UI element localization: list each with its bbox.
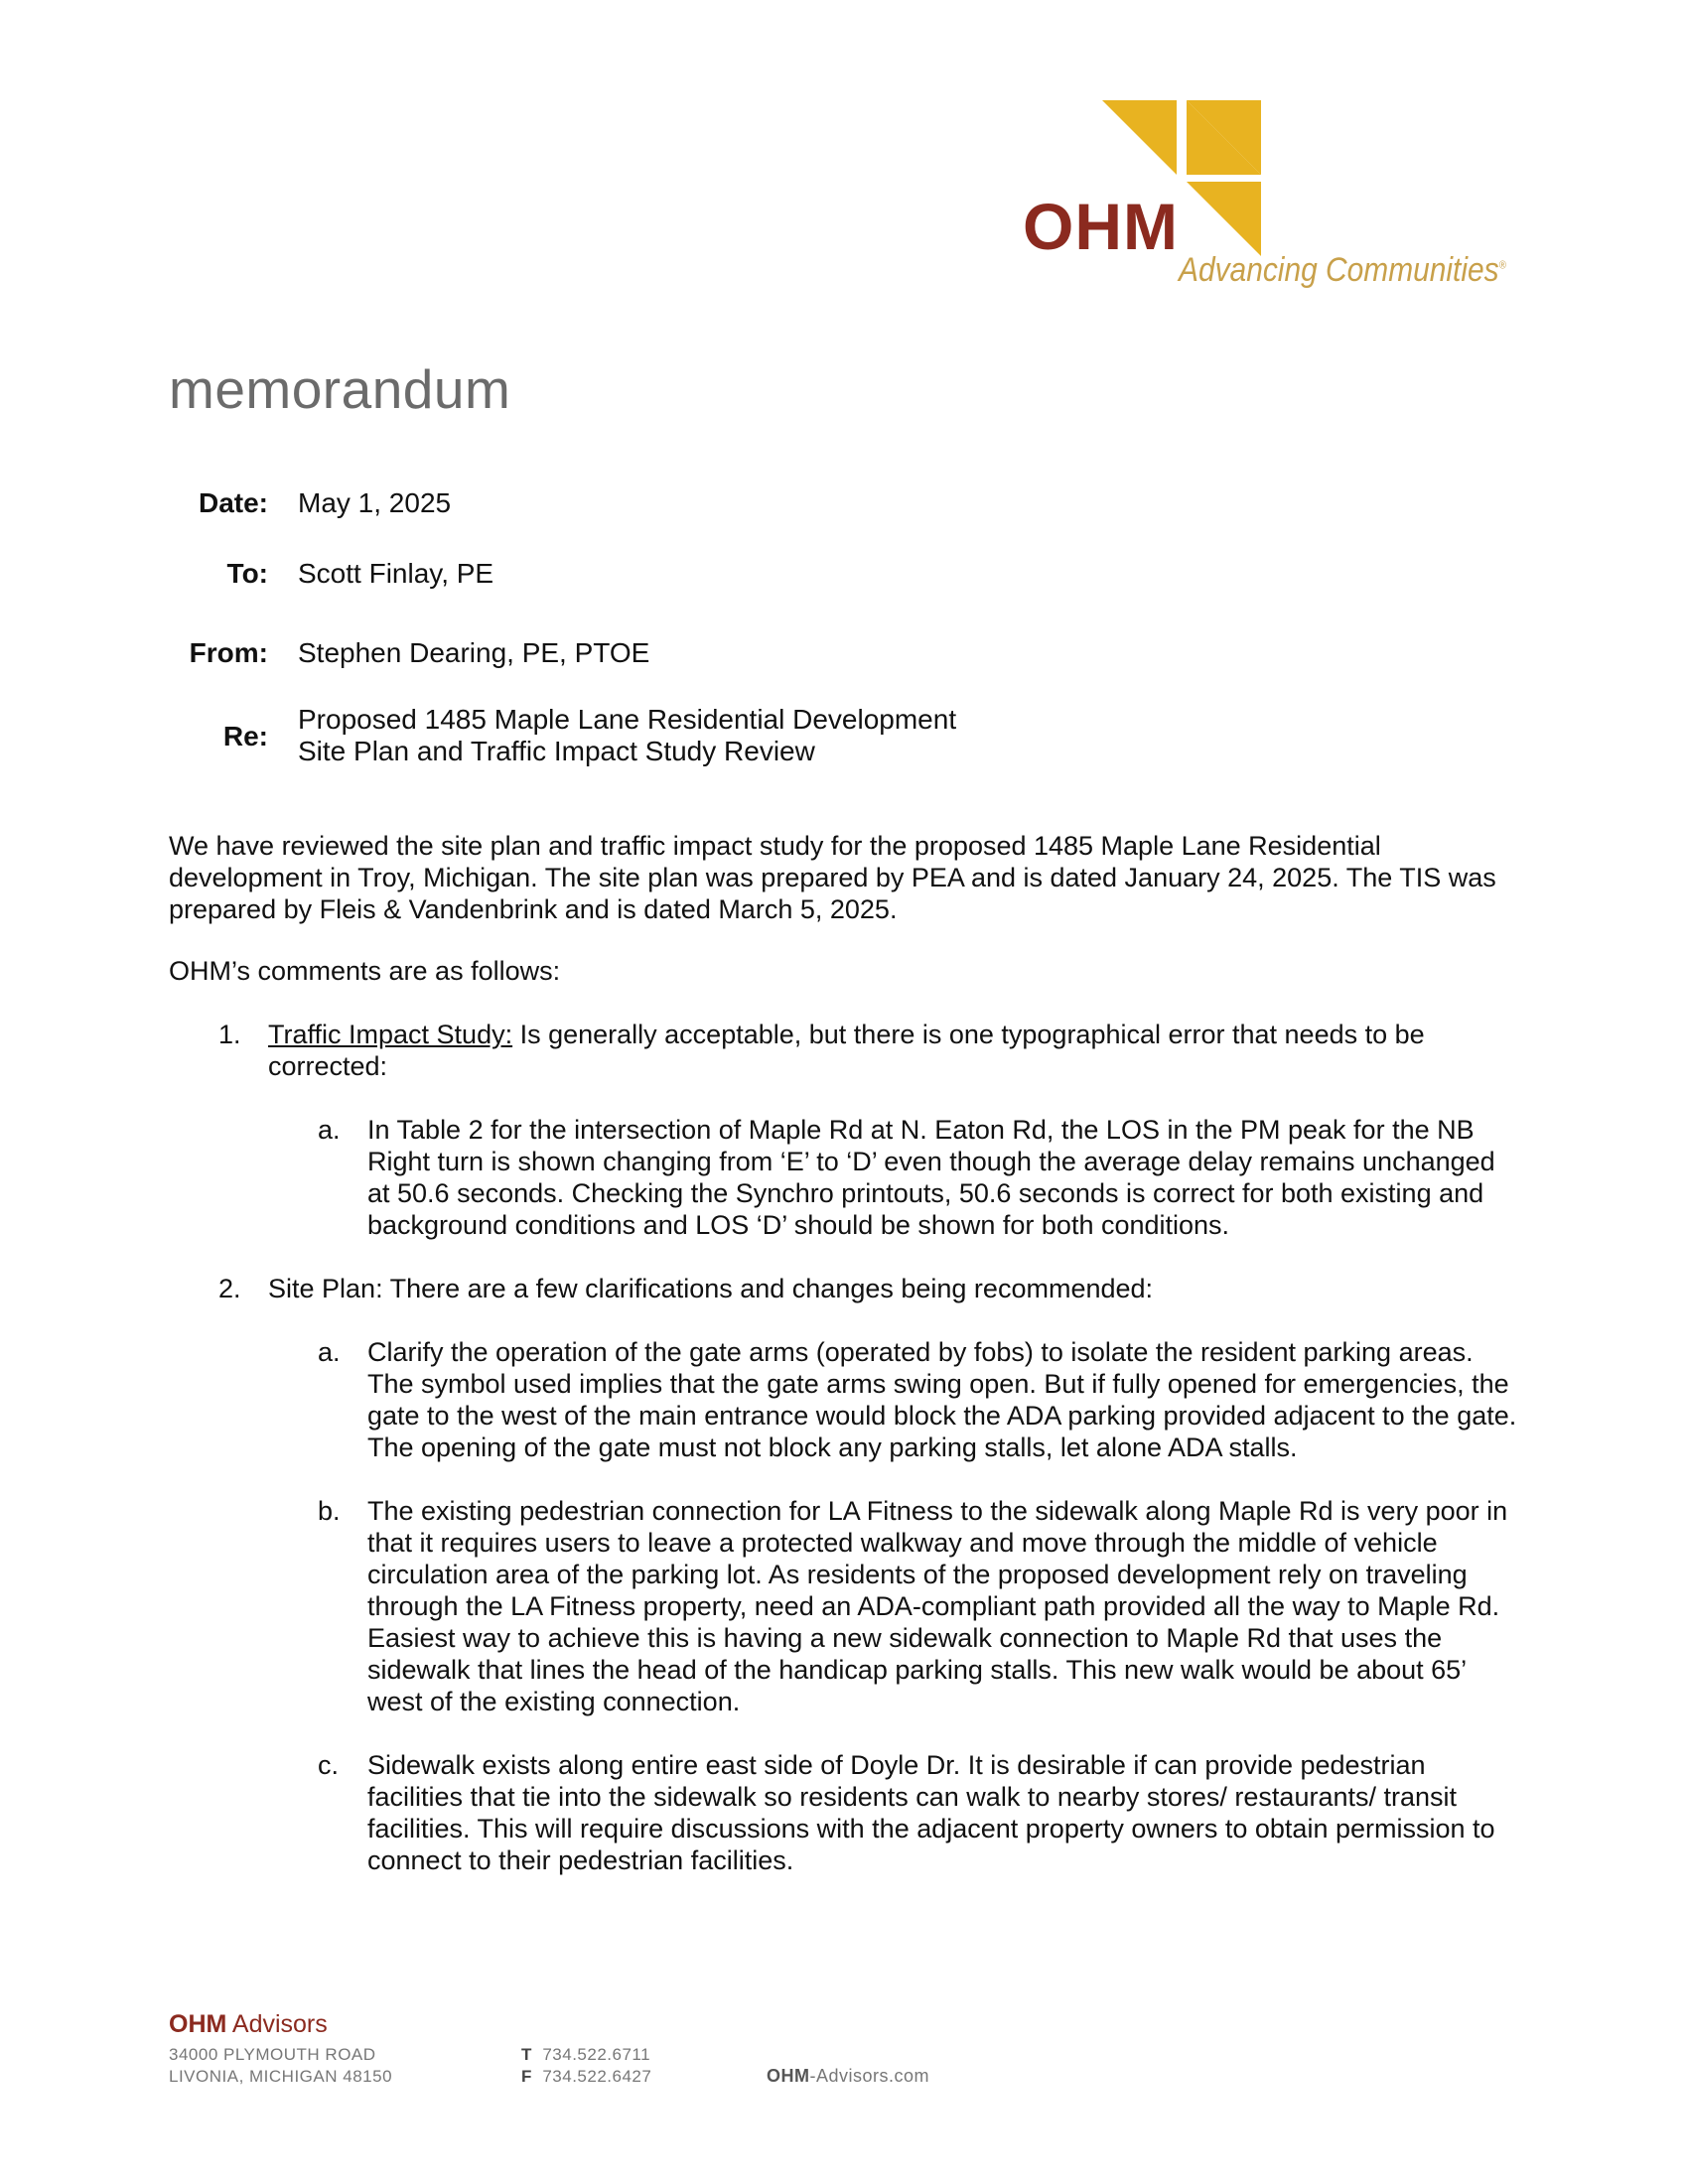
comments-intro: OHM’s comments are as follows: (169, 956, 561, 986)
footer-contact (521, 2044, 651, 2088)
from-value: Stephen Dearing, PE, PTOE (298, 637, 650, 668)
date-value: May 1, 2025 (298, 487, 452, 518)
from-label: From: (189, 637, 268, 668)
to-label-wrap (169, 557, 268, 590)
footer-address (169, 2044, 392, 2088)
footer-address-line-1: 34000 PLYMOUTH ROAD (169, 2045, 376, 2064)
date-label: Date: (198, 487, 268, 518)
sub-item-letter: c. (318, 1750, 340, 1780)
sub-item-letter: a. (318, 1115, 341, 1145)
from-label-wrap (169, 636, 268, 669)
logo-triangle-1 (1102, 100, 1177, 175)
registered-mark: ® (1498, 259, 1506, 272)
page-title: memorandum (169, 358, 511, 420)
sub-item-letter: a. (318, 1337, 341, 1367)
item-traffic-impact-study (268, 1019, 1519, 1082)
sub-item-text: The existing pedestrian connection for LA Fitness to the sidewalk along Maple Rd is very poor in that it requires users to leave a protected walkway and move through the middle of vehicle circulation area of the parking lot. As residents of the proposed development rely on traveling through the LA Fitness property, need an ADA-compliant path provided all the way to Maple Rd. Easiest way to achieve this is having a new sidewalk connection to Maple Rd that uses the sidewalk that lines the head of the handicap parking stalls. This new walk would be about 65’ west of the existing connection. (367, 1496, 1508, 1716)
item-site-plan (268, 1273, 1519, 1304)
re-line-2: Site Plan and Traffic Impact Study Review (298, 736, 815, 766)
footer (169, 2010, 1539, 2100)
footer-website-link[interactable]: OHM-Advisors.com (767, 2066, 930, 2086)
sub-item-letter: b. (318, 1496, 341, 1526)
item-number: 1. (218, 1020, 241, 1049)
item-heading: Site Plan: (268, 1274, 383, 1303)
logo-wordmark: OHM (1023, 190, 1179, 263)
footer-fax: F 734.522.6427 (521, 2067, 652, 2086)
sub-item-text: Clarify the operation of the gate arms (operated by fobs) to isolate the resident parking areas. The symbol used implies that the gate arms swing open. But if fully opened for emergencies, the gate to the west of the main entrance would block the ADA parking provided adjacent to the gate. The opening of the gate must not block any parking stalls, let alone ADA stalls. (367, 1337, 1517, 1462)
item-heading: Traffic Impact Study: (268, 1020, 513, 1049)
logo-tagline: Advancing Communities® (1179, 251, 1506, 289)
re-label-wrap (169, 720, 268, 752)
company-logo (1013, 94, 1509, 303)
date-label-wrap (169, 486, 268, 519)
item-number: 2. (218, 1274, 241, 1303)
logo-triangle-4 (1187, 182, 1261, 256)
to-label: To: (226, 558, 268, 589)
footer-phone: T 734.522.6711 (521, 2045, 651, 2064)
sub-item-text: Sidewalk exists along entire east side of Doyle Dr. It is desirable if can provide pedestrian facilities that tie into the sidewalk so residents can walk to nearby stores/ restaurants/ transit facilities. This will require discussions with the adjacent property owners to obtain permission to connect to their pedestrian facilities. (367, 1750, 1495, 1875)
intro-paragraph: We have reviewed the site plan and traffic impact study for the proposed 1485 Maple Lane Residential development in Troy, Michigan. The site plan was prepared by PEA and is dated January 24, 2025. The TIS was prepared by Fleis & Vandenbrink and is dated March 5, 2025. (169, 831, 1496, 924)
re-label: Re: (222, 721, 268, 751)
item-text: Is generally acceptable, but there is one typographical error that needs to be corrected: (268, 1020, 1425, 1081)
footer-address-line-2: LIVONIA, MICHIGAN 48150 (169, 2067, 393, 2086)
footer-company-name: OHM Advisors (169, 2010, 328, 2038)
sub-item-text: In Table 2 for the intersection of Maple Rd at N. Eaton Rd, the LOS in the PM peak for the NB Right turn is shown changing from ‘E’ to ‘D’ even though the average delay remains unchanged at 50.6 seconds. Checking the Synchro printouts, 50.6 seconds is correct for both existing and background conditions and LOS ‘D’ should be shown for both conditions. (367, 1115, 1495, 1240)
to-value: Scott Finlay, PE (298, 558, 494, 589)
item-text: There are a few clarifications and changes being recommended: (382, 1274, 1154, 1303)
re-line-1: Proposed 1485 Maple Lane Residential Development (298, 704, 957, 735)
